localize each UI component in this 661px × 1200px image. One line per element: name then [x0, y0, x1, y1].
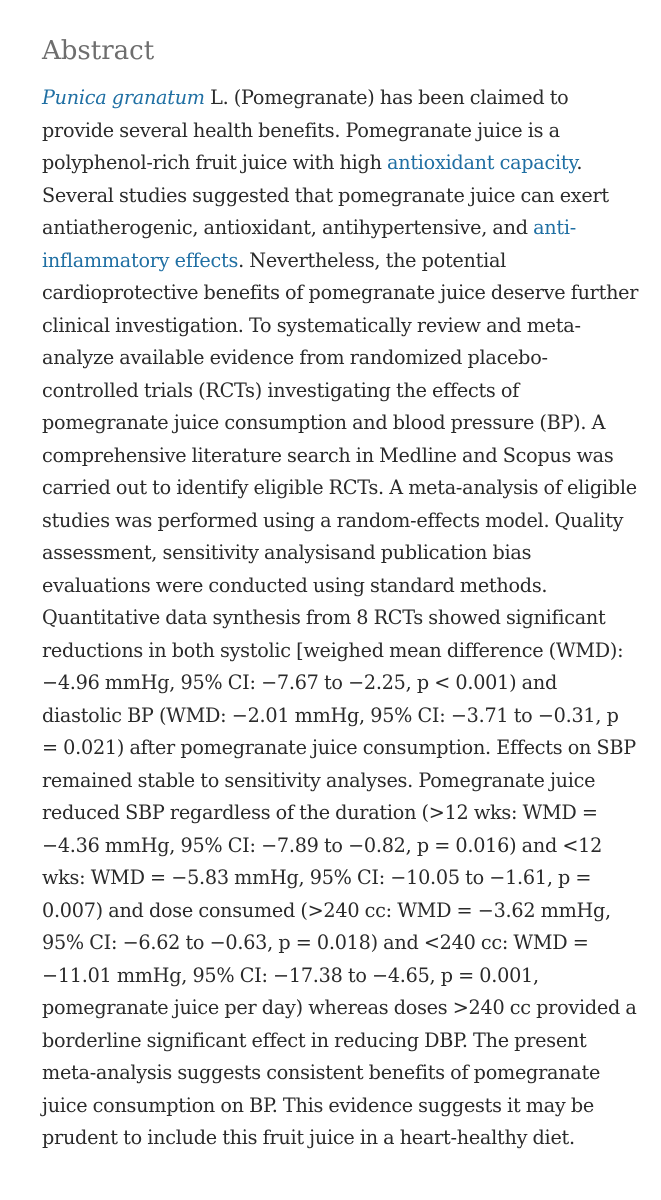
- abstract-heading: Abstract: [42, 36, 155, 66]
- species-link[interactable]: Punica granatum: [42, 86, 205, 109]
- abstract-text-part-3: . Nevertheless, the potential cardioprotective benefits of pomegranate juice deserve further clinical investigation. To systematically review and meta-analyze available evidence from randomized placebo-controlled trials (RCTs) investigating the effects of pomegranate juice consumption and blood pressure (BP). A comprehensive literature search in Medline and Scopus was carried out to identify eligible RCTs. A meta-analysis of eligible studies was performed using a random-effects model. Quality assessment, sensitivity analysisand publication bias evaluations were conducted using standard methods. Quantitative data synthesis from 8 RCTs showed significant reductions in both systolic [weighed mean difference (WMD): −4.96 mmHg, 95% CI: −7.67 to −2.25, p < 0.001) and diastolic BP (WMD: −2.01 mmHg, 95% CI: −3.71 to −0.31, p = 0.021) after pomegranate juice consumption. Effects on SBP remained stable to sensitivity analyses. Pomegranate juice reduced SBP regardless of the duration (>12 wks: WMD = −4.36 mmHg, 95% CI: −7.89 to −0.82, p = 0.016) and <12 wks: WMD = −5.83 mmHg, 95% CI: −10.05 to −1.61, p = 0.007) and dose consumed (>240 cc: WMD = −3.62 mmHg, 95% CI: −6.62 to −0.63, p = 0.018) and <240 cc: WMD = −11.01 mmHg, 95% CI: −17.38 to −4.65, p = 0.001, pomegranate juice per day) whereas doses >240 cc provided a borderline significant effect in reducing DBP. The present meta-analysis suggests consistent benefits of pomegranate juice consumption on BP. This evidence suggests it may be prudent to include this fruit juice in a heart-healthy diet.: [42, 248, 639, 1149]
- abstract-text-part-1: L. (Pomegranate) has been claimed to provide several health benefits. Pomegranate juice is a polyphenol-rich fruit juice with high: [42, 86, 569, 174]
- antioxidant-capacity-link[interactable]: antioxidant capacity: [387, 151, 577, 174]
- abstract-text-part-2: . Several studies suggested that pomegranate juice can exert antiatherogenic, antioxidant, antihypertensive, and: [42, 151, 609, 239]
- abstract-body: [42, 82, 639, 1155]
- anti-inflammatory-effects-link[interactable]: anti-inflammatory effects: [42, 216, 576, 272]
